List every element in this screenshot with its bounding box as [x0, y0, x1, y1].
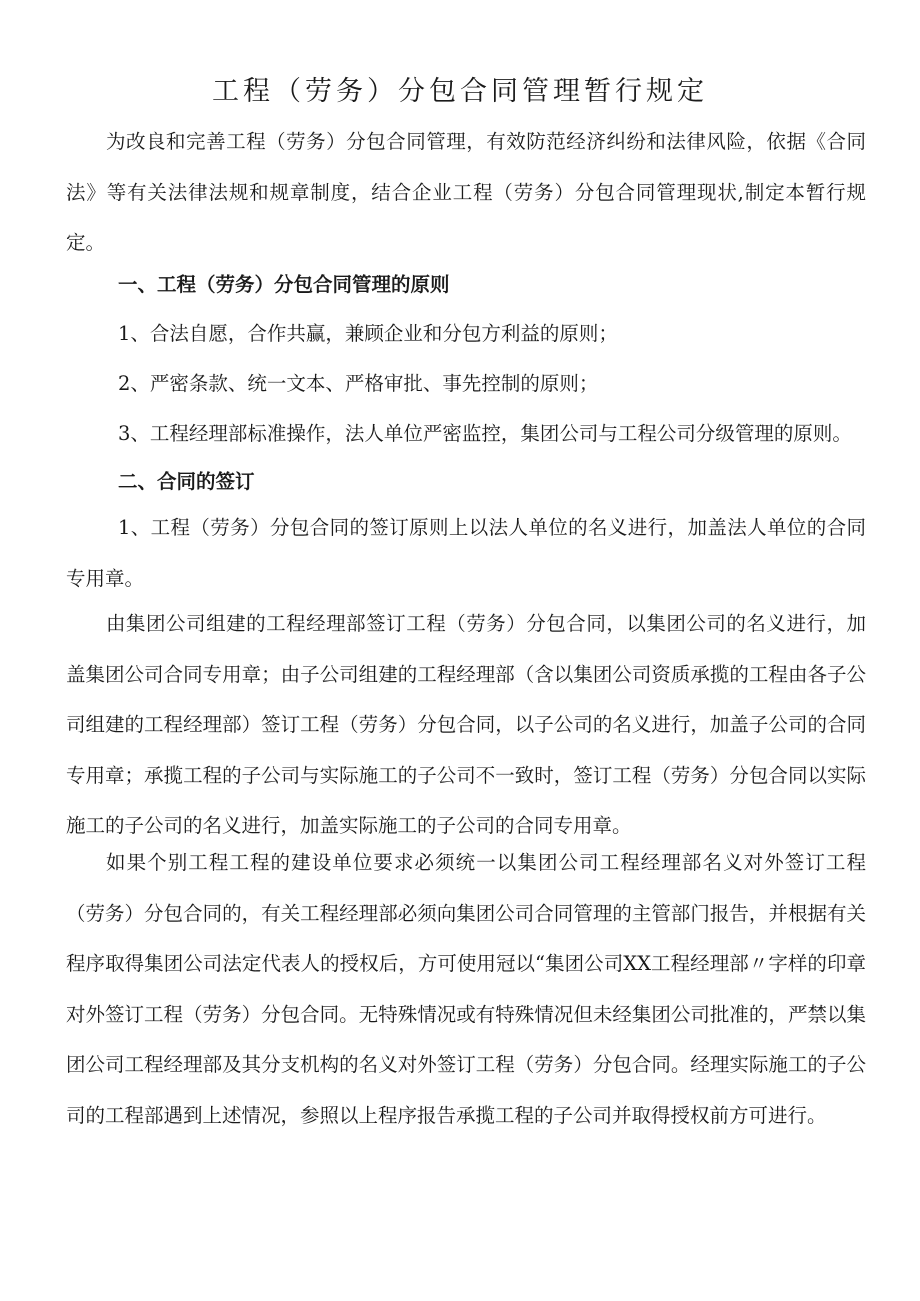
principle-item-2: 2、严密条款、统一文本、严格审批、事先控制的原则；: [118, 372, 599, 395]
section-heading-signing: 二、合同的签订: [118, 470, 255, 493]
principle-item-3: 3、工程经理部标准操作，法人单位严密监控，集团公司与工程公司分级管理的原则。: [118, 422, 852, 445]
signing-paragraph-2: 由集团公司组建的工程经理部签订工程（劳务）分包合同，以集团公司的名义进行，加盖集团公司合同专用章；由子公司组建的工程经理部（含以集团公司资质承揽的工程由各子公司组建的工程经理部）签订工程（劳务）分包合同，以子公司的名义进行，加盖子公司的合同专用章；承揽工程的子公司与实际施工的子公司不一致时，签订工程（劳务）分包合同以实际施工的子公司的名义进行，加盖实际施工的子公司的合同专用章。: [66, 612, 866, 837]
intro-paragraph: 为改良和完善工程（劳务）分包合同管理，有效防范经济纠纷和法律风险，依据《合同法》等有关法律法规和规章制度，结合企业工程（劳务）分包合同管理现状,制定本暂行规定。: [66, 130, 866, 254]
signing-paragraph-3: 如果个别工程工程的建设单位要求必须统一以集团公司工程经理部名义对外签订工程（劳务）分包合同的，有关工程经理部必须向集团公司合同管理的主管部门报告，并根据有关程序取得集团公司法定代表人的授权后，方可使用冠以“集团公司XX工程经理部〃字样的印章对外签订工程（劳务）分包合同。无特殊情况或有特殊情况但未经集团公司批准的，严禁以集团公司工程经理部及其分支机构的名义对外签订工程（劳务）分包合同。经理实际施工的子公司的工程部遇到上述情况，参照以上程序报告承揽工程的子公司并取得授权前方可进行。: [66, 851, 866, 1127]
signing-paragraph-1: 1、工程（劳务）分包合同的签订原则上以法人单位的名义进行，加盖法人单位的合同专用章。: [66, 516, 866, 590]
document-title: 工程（劳务）分包合同管理暂行规定: [212, 76, 708, 107]
section-heading-principles: 一、工程（劳务）分包合同管理的原则: [118, 273, 450, 296]
principle-item-1: 1、合法自愿，合作共赢，兼顾企业和分包方利益的原则；: [118, 322, 618, 345]
